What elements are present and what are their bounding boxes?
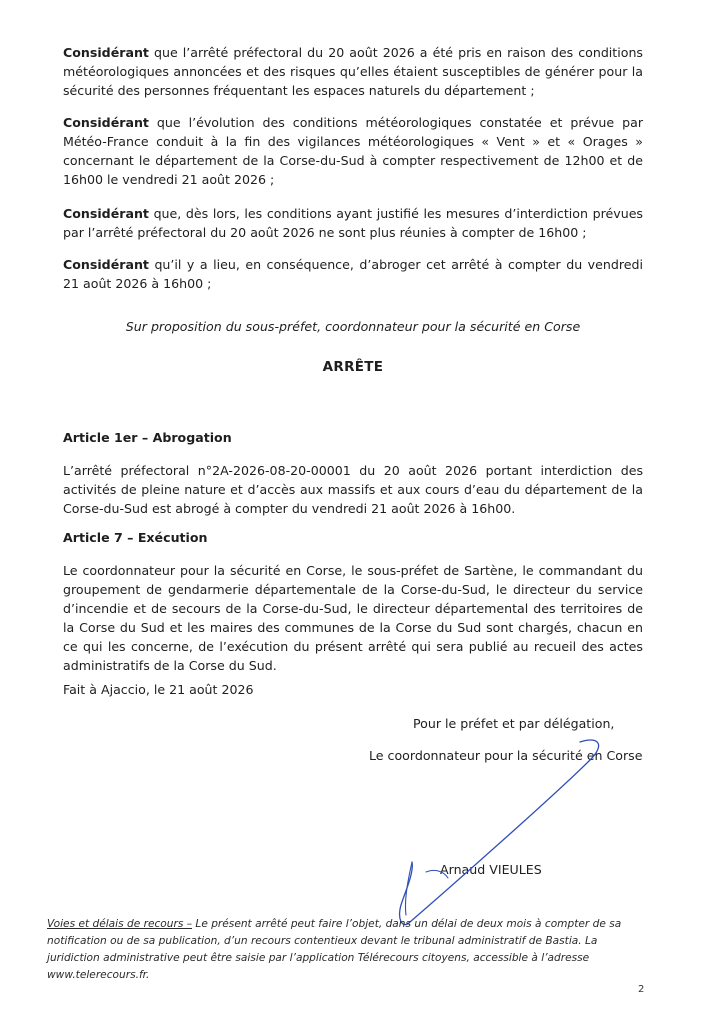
page-number: 2	[638, 984, 645, 995]
considerant-keyword: Considérant	[63, 115, 149, 130]
article-7-body: Le coordonnateur pour la sécurité en Corse, le sous-préfet de Sartène, le commandant du groupement de gendarmerie départementale de la Corse-du-Sud, le directeur du service d’incendie et de secours de la Corse-du-Sud, le directeur départemental des territoires de la Corse du Sud et les maires des communes de la Corse du Sud sont chargés, chacun en ce qui les concerne, de l’exécution du présent arrêté qui sera publié au recueil des actes administratifs de la Corse du Sud.	[63, 563, 643, 673]
footer-label: Voies et délais de recours –	[47, 918, 193, 930]
footer-recourse-notice	[47, 916, 647, 984]
considerant-text: qu’il y a lieu, en conséquence, d’abroger cet arrêté à compter du vendredi 21 août 2026 à 16h00 ;	[63, 257, 643, 291]
considerant-keyword: Considérant	[63, 206, 149, 221]
considerant-keyword: Considérant	[63, 257, 149, 272]
considerant-text: que, dès lors, les conditions ayant justifié les mesures d’interdiction prévues par l’arrêté préfectoral du 20 août 2026 ne sont plus réunies à compter de 16h00 ;	[63, 206, 643, 240]
signatory-name: Arnaud VIEULES	[440, 862, 542, 877]
footer-text: Le présent arrêté peut faire l’objet, dans un délai de deux mois à compter de sa notification ou de sa publication, d’un recours contentieux devant le tribunal administratif de Bastia. La juridiction administrative peut être saisie par l’application Télérecours citoyens, accessible à l’adresse www.telerecours.fr.	[47, 918, 622, 981]
considerant-text: que l’arrêté préfectoral du 20 août 2026 a été pris en raison des conditions météorologiques annoncées et des risques qu’elles étaient susceptibles de générer pour la sécurité des personnes fréquentant les espaces naturels du département ;	[63, 45, 643, 98]
fait-a-line: Fait à Ajaccio, le 21 août 2026	[63, 682, 254, 697]
article-1-body: L’arrêté préfectoral n°2A-2026-08-20-00001 du 20 août 2026 portant interdiction des activités de pleine nature et d’accès aux massifs et aux cours d’eau du département de la Corse-du-Sud est abrogé à compter du vendredi 21 août 2026 à 16h00.	[63, 463, 643, 516]
article-7-title: Article 7 – Exécution	[63, 530, 208, 545]
considerant-text: que l’évolution des conditions météorologiques constatée et prévue par Météo-France conduit à la fin des vigilances météorologiques « Vent » et « Orages » concernant le département de la Corse-du-Sud à compter respectivement de 12h00 et de 16h00 le vendredi 21 août 2026 ;	[63, 115, 643, 187]
proposition-line: Sur proposition du sous-préfet, coordonnateur pour la sécurité en Corse	[125, 319, 581, 334]
considerant-keyword: Considérant	[63, 45, 149, 60]
signature-line-1: Pour le préfet et par délégation,	[413, 716, 615, 731]
arrete-heading: ARRÊTE	[322, 359, 384, 375]
article-1-title: Article 1er – Abrogation	[63, 430, 232, 445]
signature-line-2: Le coordonnateur pour la sécurité en Corse	[369, 748, 643, 763]
